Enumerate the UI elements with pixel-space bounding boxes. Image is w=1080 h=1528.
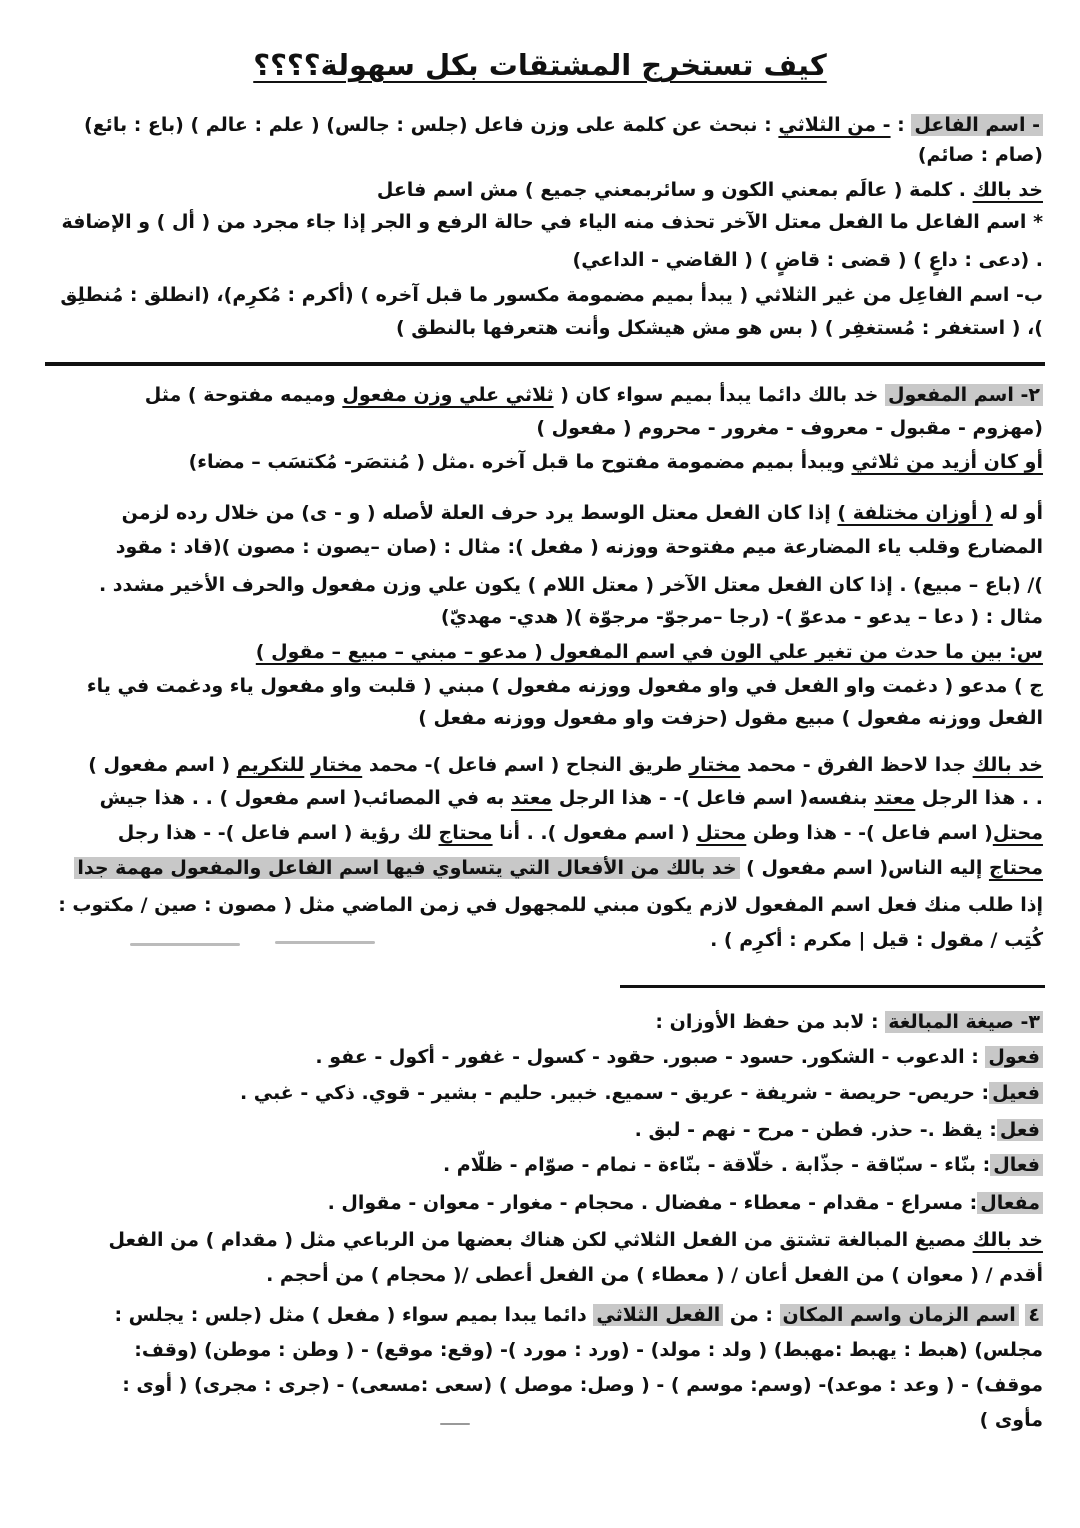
text-segment: ( اسم مفعول ). . أنا [492,822,697,844]
underlined-text: خد بالك [972,754,1043,776]
highlighted-heading: مفعال [977,1192,1043,1214]
text-line [74,853,1043,883]
highlighted-heading: فعول [985,1046,1043,1068]
text-line [88,750,1043,780]
underlined-text: محتل [696,822,747,844]
underlined-text: محتاج [988,857,1043,879]
text-line [655,1007,1043,1037]
text-line [100,783,1043,813]
text-segment: موقف) - ( وعد : موعد)- (وسم: موسم ) - ( وصل: موصل ) (سعى :مسعى) - (جرى : مجرى) ( أوى : [122,1374,1043,1396]
text-segment: الفعل ووزنه مفعول ) مبيع مقول (حزفت واو مفعول ووزنه مفعل ) [418,707,1043,729]
text-line [418,703,1043,733]
text-segment: . (دعى : داعٍ ) ( قضى : قاضٍ ) ( القاضي - الداعي) [572,249,1043,271]
text-segment: : بنّاء - سبّاقة - جذّابة . خلّاقة - بنّاءة - نمام - صوّام - ظلّام . [442,1154,991,1176]
section-divider [620,985,1045,988]
text-line [145,380,1043,410]
text-line [108,1225,1043,1255]
highlighted-heading: خد بالك من الأفعال التي يتساوي فيها اسم الفاعل والمفعول مهمة جدا [74,857,739,879]
text-segment: جدا لاحظ الفرق - محمد [740,754,973,776]
scan-mark [440,1423,470,1425]
text-line [60,280,1043,310]
text-segment: المضارع وقلب ياء المضارعة ميم مفتوحة ووزنه ( مفعل ): مثال : (صان –يصون : مصون )(قاد : مقود [115,536,1043,558]
text-segment: لك رؤية ( اسم فاعل )- - هذا رجل [117,822,439,844]
underlined-text: أو كان أزيد من ثلاثي [851,451,1043,473]
text-segment: أو له [992,502,1043,524]
text-segment: مصيغ المبالغة تشتق من الفعل الثلاثي لكن هناك بعضها من الرباعي مثل ( مقدام ) من الفعل [108,1229,973,1251]
text-segment: : [890,114,912,136]
underlined-text: معتد [874,787,916,809]
text-segment: * اسم الفاعل ما الفعل معتل الآخر تحذف منه الياء في حالة الرفع و الجر إذا جاء مجرد من ( أل ) و الإضافة [61,211,1043,233]
text-line [256,637,1043,667]
highlighted-heading: - اسم الفاعل [911,114,1043,136]
text-segment: إليه الناس( اسم مفعول ) [739,857,989,879]
text-line [84,110,1043,140]
text-segment: : مسراع - مقدام - معطاء - مفضال . محجام - مغوار - معوان - مقوال . [327,1192,978,1214]
highlighted-heading: فعل [997,1119,1043,1141]
text-line [328,1188,1043,1218]
text-line [240,1078,1043,1108]
text-line [87,671,1043,701]
underlined-text: س: بين ما حدث من تغير علي الون في اسم المفعول ( مدعو – مبني – مبيع – مقول ) [255,641,1043,663]
underlined-text: خد بالك [972,179,1043,201]
text-segment: دائما يبدا بميم سواء ( مفعل ) مثل (جلس : يجلس : [114,1304,594,1326]
text-segment: : لابد من حفظ الأوزان : [655,1011,886,1033]
highlighted-heading: فعيل [989,1082,1043,1104]
text-line [441,602,1043,632]
text-segment: (مهزوم - مقبول - معروف - مغرور - محروم ( مفعول ) [536,417,1043,439]
underlined-text: محتاج [438,822,493,844]
highlighted-heading: اسم الزمان واسم المكان [780,1304,1019,1326]
highlighted-heading: ٤ [1025,1304,1043,1326]
text-segment: )/ (باع – مبيع) . إذا كان الفعل معتل الآخر ( معتل اللام ) يكون علي وزن مفعول والحرف الأخير مشدد . [98,574,1043,596]
text-segment: : يقظ .- حذر. فطن - مرح - نهم - لبق . [634,1119,997,1141]
text-segment: ( اسم فاعل )- - هذا وطن [746,822,993,844]
text-line [116,532,1043,562]
text-line [315,1042,1043,1072]
underlined-text: - من الثلاثي [778,114,891,136]
text-segment: خد بالك دائما يبدأ بميم سواء كان ( [553,384,885,406]
underlined-text: خد بالك [972,1229,1043,1251]
text-line [710,925,1043,955]
text-line [61,207,1043,237]
underlined-text: مختار [689,754,741,776]
text-line [58,890,1043,920]
text-segment: مثال : ( دعا – يدعو - مدعوّ )- (رجا –مرجوّ- مرجوّة )( هدي- مهديّ) [440,606,1043,628]
underlined-text: ثلاثي علي وزن مفعول [342,384,554,406]
text-line [118,818,1043,848]
highlighted-heading: ٢- اسم المفعول [885,384,1043,406]
underlined-text: ( أوزان مختلفة ) [837,502,993,524]
title-text: كيف تستخرج المشتقات بكل سهولة؟؟؟؟ [253,48,827,82]
text-segment: مأوى ) [979,1409,1043,1431]
section-divider [45,362,1045,366]
text-segment: مجلس) (هبط : يهبط :مهبط) ( ولد : مولد) - (ورد : مورد )- (وقع: موقع) - ( وطن : موطن) (وقف: [134,1339,1043,1361]
text-segment: . . هذا الرجل [915,787,1043,809]
text-segment: ج ) مدعو ( دغمت واو الفعل في واو مفعول ووزنه مفعول ) مبني ( قلبت واو مفعول ياء ودغمت في ياء [86,675,1043,697]
text-segment: : حريص- حريصة - شريفة - عريق - سميع. خبير. حليم - بشير - قوي. ذكي - غبي . [239,1082,990,1104]
text-line [573,245,1043,275]
highlighted-heading: الفعل الثلاثي [593,1304,723,1326]
text-segment: إذا كان الفعل معتل الوسط يرد حرف العلة لأصله ( و - ى) من خلال رده لزمن [121,502,838,524]
underlined-text: مختار [310,754,363,776]
text-line [635,1115,1043,1145]
text-segment: ب- اسم الفاعِل من غير الثلاثي ( يبدأ بميم مضمومة مكسور ما قبل آخره ) (أكرم : مُكرِم)، (انطلق : مُنطلِق [60,284,1043,306]
text-segment: (صام : صائم) [917,144,1043,166]
underlined-text: محتل [992,822,1043,844]
scan-mark [130,943,240,946]
highlighted-heading: فعال [990,1154,1043,1176]
page-title [0,48,1080,82]
text-segment: : نبحث عن كلمة على وزن فاعل (جلس : جالس) ( علم : عالم ) (باع : بائع) [84,114,779,136]
text-line [189,447,1043,477]
text-line [377,175,1043,205]
text-line [980,1405,1043,1435]
text-line [536,413,1043,443]
underlined-text: معتد [510,787,553,809]
text-line [122,498,1043,528]
scan-mark [275,941,375,944]
text-segment: به في المصائب( اسم مفعول ) . . هذا جيش [99,787,511,809]
text-segment: : الدعوب - الشكور. حسود - صبور. حقود - كسول - غفور - أكول - عفو . [315,1046,986,1068]
text-line [134,1335,1043,1365]
text-segment: ويبدأ بميم مضمومة مفتوح ما قبل آخره .مثل ( مُنتصَر- مُكتسَب – مضاء) [188,451,852,473]
text-segment: بنفسه( اسم فاعل )- - هذا الرجل [552,787,875,809]
text-line [99,570,1043,600]
text-segment: وميمه مفتوحة ) مثل [144,384,343,406]
text-segment: أقدم / ( معوان ) من الفعل أعان / ( معطاء ) من الفعل أعطى /( محجام ) من أحجم . [266,1264,1043,1286]
underlined-text: للتكريم [236,754,305,776]
text-line [114,1300,1043,1330]
text-segment: )، ( استغفر : مُستغفِر ) ( بس هو مش هيشكل وأنت هتعرفها بالنطق ) [395,317,1043,339]
text-line [396,313,1043,343]
text-line [266,1260,1043,1290]
highlighted-heading: ٣- صيغة المبالغة [885,1011,1043,1033]
text-line [443,1150,1043,1180]
text-segment: . كلمة ( عالَم بمعني الكون و سائربمعني جميع ) مش اسم فاعل [376,179,973,201]
text-segment: إذا طلب منك فعل اسم المفعول لازم يكون مبني للمجهول في زمن الماضي مثل ( مصون : صين / مكتوب : [58,894,1043,916]
text-segment [304,754,311,776]
text-line [122,1370,1043,1400]
text-segment: ( اسم مفعول ) [88,754,237,776]
text-segment: : من [723,1304,780,1326]
text-segment: طريق النجاح ( اسم فاعل )- محمد [362,754,690,776]
text-line [918,140,1043,170]
text-segment: كُتِب / مقول : قيل | مكرم : أكرِم ) . [710,929,1043,951]
